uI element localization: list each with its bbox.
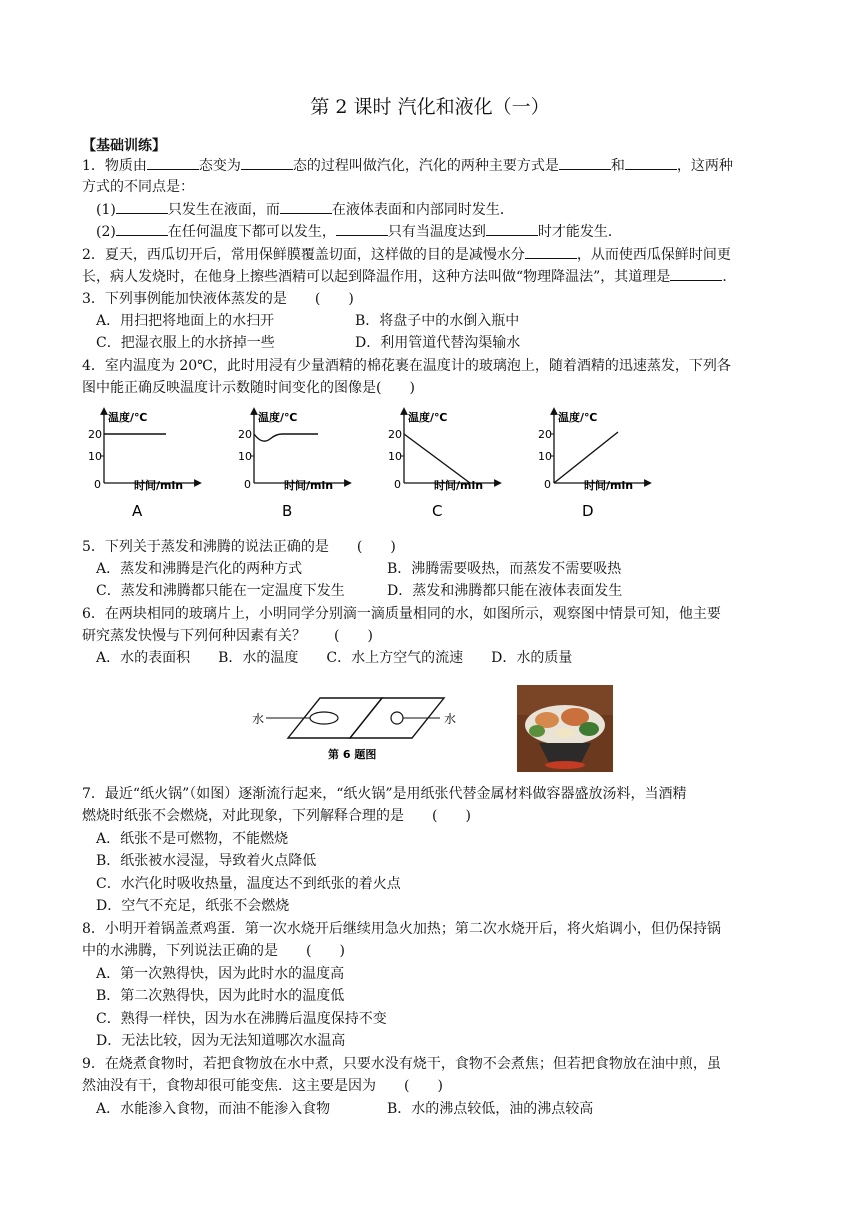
answer-blank[interactable]	[670, 266, 722, 281]
question-4-line-1: 4．室内温度为 20℃，此时用浸有少量酒精的棉花裹在温度计的玻璃泡上，随着酒精的迅速蒸发，下列各	[82, 358, 731, 374]
graph-a-tick-10: 10	[88, 450, 102, 463]
answer-blank[interactable]	[280, 199, 332, 214]
q6-options[interactable]: A．水的表面积 B．水的温度 C．水上方空气的流速 D．水的质量	[96, 650, 573, 666]
answer-blank[interactable]	[625, 155, 677, 170]
figure-caption: 第 6 题图	[328, 748, 377, 761]
answer-blank[interactable]	[116, 221, 168, 236]
graph-c-tick-10: 10	[388, 450, 402, 463]
question-8-line-1: 8．小明开着锅盖煮鸡蛋．第一次水烧开后继续用急火加热；第二次水烧开后，将火焰调小，但仍保持锅	[82, 921, 721, 937]
q4-graphs	[80, 405, 660, 525]
question-1-sub-2	[96, 221, 622, 242]
graph-c-origin: 0	[394, 478, 401, 491]
q5-option-c[interactable]: C．蒸发和沸腾都只能在一定温度下发生	[96, 583, 345, 599]
q5-option-d[interactable]: D．蒸发和沸腾都只能在液体表面发生	[387, 583, 623, 599]
question-2-line-1	[82, 244, 731, 265]
graph-b-xlabel: 时间/min	[284, 479, 334, 492]
q7-option-b[interactable]: B．纸张被水浸湿，导致着火点降低	[96, 853, 317, 869]
q5-option-a[interactable]: A．蒸发和沸腾是汽化的两种方式	[96, 561, 303, 577]
q2-text: 2．夏天，西瓜切开后，常用保鲜膜覆盖切面，这样做的目的是减慢水分	[82, 247, 525, 263]
section-heading: 【基础训练】	[82, 138, 166, 154]
question-7-line-1: 7．最近“纸火锅”（如图）逐渐流行起来，“纸火锅”是用纸张代替金属材料做容器盛放汤料，当酒精	[82, 786, 687, 802]
question-9-line-2: 然油没有干，食物却很可能变焦．这主要是因为 ( )	[82, 1078, 443, 1094]
graph-b-tick-20: 20	[238, 428, 252, 441]
q7-option-c[interactable]: C．水汽化时吸收热量，温度达不到纸张的着火点	[96, 876, 401, 892]
answer-blank[interactable]	[336, 221, 388, 236]
graph-b-origin: 0	[244, 478, 251, 491]
graph-d-ylabel: 温度/℃	[558, 411, 598, 424]
answer-blank[interactable]	[147, 155, 199, 170]
graph-c-xlabel: 时间/min	[434, 479, 484, 492]
graph-b-ylabel: 温度/℃	[258, 411, 298, 424]
question-3-stem: 3．下列事例能加快液体蒸发的是 ( )	[82, 291, 354, 307]
graph-b-letter: B	[282, 502, 293, 520]
graph-b[interactable]	[238, 410, 348, 520]
q3-option-c[interactable]: C．把湿衣服上的水挤掉一些	[96, 335, 275, 351]
q1-text: 态变为	[198, 158, 241, 174]
question-6-line-2: 研究蒸发快慢与下列何种因素有关？ ( )	[82, 628, 373, 644]
label-water-right: 水	[444, 712, 457, 726]
q9-option-b[interactable]: B．水的沸点较低，油的沸点较高	[387, 1101, 594, 1117]
graph-d-curve	[554, 432, 618, 483]
question-8-line-2: 中的水沸腾，下列说法正确的是 ( )	[82, 943, 345, 959]
q3-option-d[interactable]: D．利用管道代替沟渠输水	[355, 335, 521, 351]
q1-text: 在液体表面和内部同时发生．	[331, 202, 514, 218]
graph-a-letter: A	[132, 502, 143, 520]
q3-option-a[interactable]: A．用扫把将地面上的水扫开	[96, 313, 275, 329]
graph-c-curve	[404, 434, 470, 483]
question-9-line-1: 9．在烧煮食物时，若把食物放在水中煮，只要水没有烧干，食物不会煮焦；但若把食物放在油中煎，虽	[82, 1056, 721, 1072]
graph-d-letter: D	[582, 502, 594, 520]
answer-blank[interactable]	[116, 199, 168, 214]
q8-option-c[interactable]: C．熟得一样快，因为水在沸腾后温度保持不变	[96, 1011, 387, 1027]
graph-d[interactable]	[538, 410, 648, 520]
page-title: 第 2 课时 汽化和液化（一）	[310, 96, 550, 118]
question-1-line-2: 方式的不同点是：	[82, 179, 194, 195]
q2-text: 长，病人发烧时，在他身上擦些酒精可以起到降温作用，这种方法叫做“物理降温法”，其道理是	[82, 269, 671, 285]
q7-option-a[interactable]: A．纸张不是可燃物，不能燃烧	[96, 831, 289, 847]
graph-a-ylabel: 温度/℃	[108, 411, 148, 424]
paper-hotpot-photo	[517, 685, 613, 772]
label-water-left: 水	[252, 712, 265, 726]
q9-option-a[interactable]: A．水能渗入食物，而油不能渗入食物	[96, 1101, 331, 1117]
q3-option-b[interactable]: B．将盘子中的水倒入瓶中	[355, 313, 520, 329]
q6-figure	[250, 690, 470, 762]
graph-d-origin: 0	[544, 478, 551, 491]
graph-d-tick-10: 10	[538, 450, 552, 463]
q1-text: 时才能发生．	[537, 224, 622, 240]
q8-option-a[interactable]: A．第一次熟得快，因为此时水的温度高	[96, 966, 345, 982]
answer-blank[interactable]	[486, 221, 538, 236]
q1-text: (2)	[96, 224, 116, 240]
graph-c-ylabel: 温度/℃	[408, 411, 448, 424]
graph-c-letter: C	[432, 502, 443, 520]
graph-a[interactable]	[88, 410, 198, 520]
q5-option-b[interactable]: B．沸腾需要吸热，而蒸发不需要吸热	[387, 561, 622, 577]
q1-text: 只有当温度达到	[387, 224, 486, 240]
question-1-line-1	[82, 155, 733, 176]
graph-d-tick-20: 20	[538, 428, 552, 441]
question-6-line-1: 6．在两块相同的玻璃片上，小明同学分别滴一滴质量相同的水，如图所示，观察图中情景可知，他主要	[82, 606, 721, 622]
graph-d-xlabel: 时间/min	[584, 479, 634, 492]
graph-a-origin: 0	[94, 478, 101, 491]
question-5-stem: 5．下列关于蒸发和沸腾的说法正确的是 ( )	[82, 539, 396, 555]
answer-blank[interactable]	[241, 155, 293, 170]
q2-text: ．	[722, 269, 737, 285]
q1-text: (1)	[96, 202, 116, 218]
graph-b-tick-10: 10	[238, 450, 252, 463]
graph-c-tick-20: 20	[388, 428, 402, 441]
water-drop-small	[391, 712, 403, 724]
graph-b-curve	[254, 434, 318, 441]
q1-text: 和	[610, 158, 625, 174]
q8-option-d[interactable]: D．无法比较，因为无法知道哪次水温高	[96, 1033, 346, 1049]
q1-text: 1．物质由	[82, 158, 147, 174]
graph-a-xlabel: 时间/min	[134, 479, 184, 492]
water-drop-large	[310, 712, 338, 724]
question-7-line-2: 燃烧时纸张不会燃烧，对此现象，下列解释合理的是 ( )	[82, 808, 471, 824]
question-1-sub-1	[96, 199, 514, 220]
graph-a-tick-20: 20	[88, 428, 102, 441]
answer-blank[interactable]	[525, 244, 577, 259]
q1-text: 在任何温度下都可以发生，	[167, 224, 336, 240]
q7-option-d[interactable]: D．空气不充足，纸张不会燃烧	[96, 898, 290, 914]
q1-text: ，这两种	[676, 158, 733, 174]
q2-text: ，从而使西瓜保鲜时间更	[576, 247, 731, 263]
q8-option-b[interactable]: B．第二次熟得快，因为此时水的温度低	[96, 988, 345, 1004]
q1-text: 只发生在液面，而	[167, 202, 280, 218]
answer-blank[interactable]	[559, 155, 611, 170]
question-4-line-2: 图中能正确反映温度计示数随时间变化的图像是( )	[82, 380, 415, 396]
question-2-line-2	[82, 266, 736, 287]
graph-c[interactable]	[388, 410, 498, 520]
q1-text: 态的过程叫做汽化，汽化的两种主要方式是	[292, 158, 559, 174]
